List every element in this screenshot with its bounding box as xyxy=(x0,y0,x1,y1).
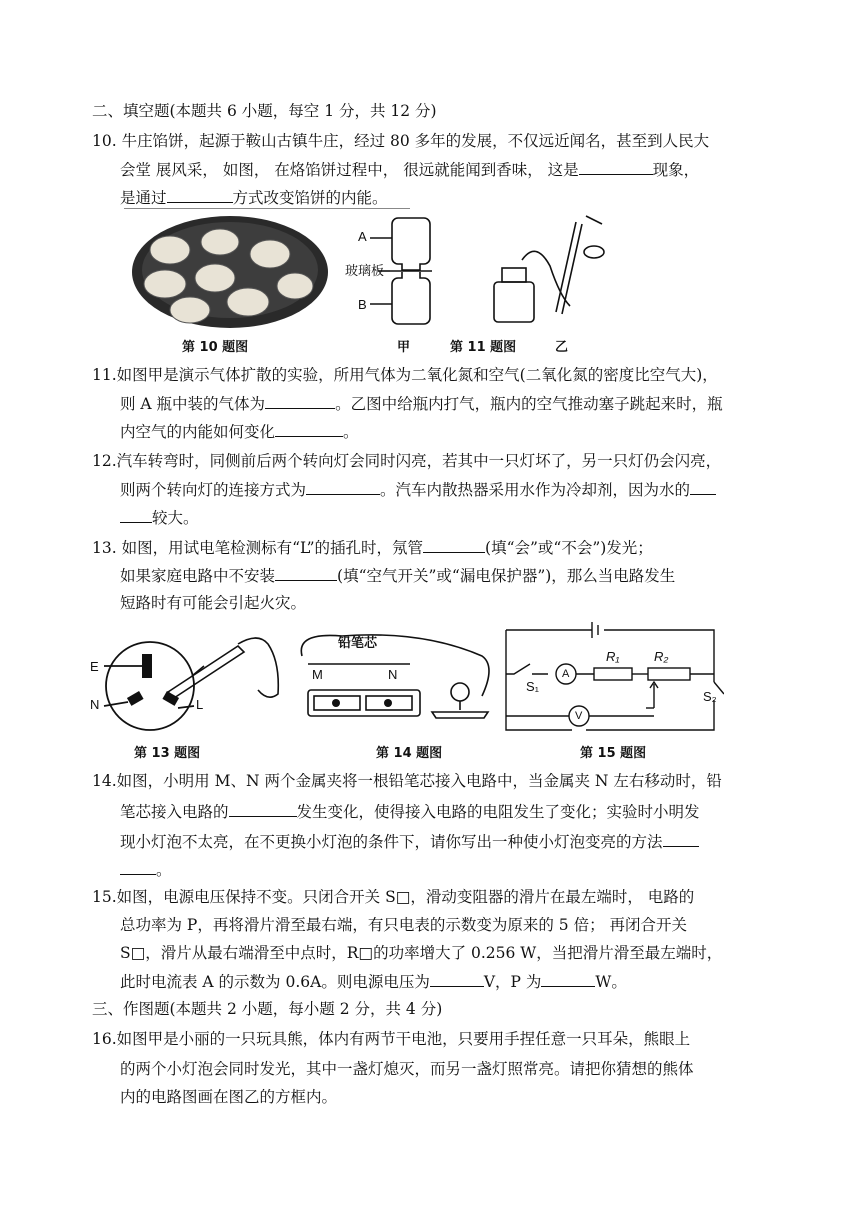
answer-blank[interactable] xyxy=(306,478,380,495)
answer-blank[interactable] xyxy=(275,564,337,581)
q15-line4 xyxy=(120,970,627,993)
figure-caption: 第 10 题图 xyxy=(182,340,249,355)
q15-text: W。 xyxy=(595,973,627,991)
rule-line xyxy=(124,208,410,209)
q11-line2 xyxy=(120,392,723,415)
q13-line2 xyxy=(120,564,675,587)
figure-caption: 第 15 题图 xyxy=(580,746,647,761)
q11-text: 则 A 瓶中装的气体为 xyxy=(120,395,266,413)
q12-line2 xyxy=(120,478,716,501)
label-l: L xyxy=(196,697,204,712)
answer-blank[interactable] xyxy=(265,392,335,409)
q11-line1: 11.如图甲是演示气体扩散的实验，所用气体为二氧化氮和空气(二氧化氮的密度比空气大)， xyxy=(92,366,718,384)
q15-line3: S□，滑片从最右端滑至中点时，R□的功率增大了 0.256 W，当把滑片滑至最左端时， xyxy=(120,944,723,962)
q16-line1: 16.如图甲是小丽的一只玩具熊，体内有两节干电池，只要用手捏任意一只耳朵，熊眼上 xyxy=(92,1030,691,1048)
q16-line3: 内的电路图画在图乙的方框内。 xyxy=(120,1088,338,1106)
answer-blank[interactable] xyxy=(167,186,233,203)
figure-caption: 乙 xyxy=(555,340,569,355)
q11-line3 xyxy=(120,420,359,443)
label-glass: 玻璃板 xyxy=(345,263,385,278)
q10-text: 会堂 展风采， 如图， 在烙馅饼过程中， 很远就能闻到香味， 这是 xyxy=(120,161,579,179)
figure-caption: 第 13 题图 xyxy=(134,746,201,761)
q13-line3: 短路时有可能会引起火灾。 xyxy=(120,594,307,612)
q14-text: 现小灯泡不太亮，在不更换小灯泡的条件下，请你写出一种使小灯泡变亮的方法 xyxy=(120,833,663,851)
label-b: B xyxy=(358,297,367,312)
label-e: E xyxy=(90,659,99,674)
q15-text: V，P 为 xyxy=(483,973,542,991)
q10-line2 xyxy=(120,158,699,181)
label-ammeter: A xyxy=(562,668,570,680)
q13-text: (填“会”或“不会”)发光； xyxy=(485,539,653,557)
q14-text: 。 xyxy=(156,861,172,879)
q10-line3 xyxy=(120,186,388,209)
q14-line2 xyxy=(120,800,700,823)
q12-line1: 12.汽车转弯时，同侧前后两个转向灯会同时闪亮，若其中一只灯坏了，另一只灯仍会闪亮， xyxy=(92,452,722,470)
label-n: N xyxy=(388,667,398,682)
q10-text: 方式改变馅饼的内能。 xyxy=(232,189,388,207)
label-pencil: 铅笔芯 xyxy=(338,635,378,650)
q14-line1: 14.如图，小明用 M、N 两个金属夹将一根铅笔芯接入电路中，当金属夹 N 左右移动时，铅 xyxy=(92,772,722,790)
answer-blank[interactable] xyxy=(663,830,699,847)
label-n: N xyxy=(90,697,100,712)
q13-text: (填“空气开关”或“漏电保护器”)，那么当电路发生 xyxy=(337,567,676,585)
q10-text: 现象， xyxy=(652,161,700,179)
q13-text: 如果家庭电路中不安装 xyxy=(120,567,276,585)
q15-line1: 15.如图，电源电压保持不变。只闭合开关 S□，滑动变阻器的滑片在最左端时， 电路的 xyxy=(92,888,695,906)
answer-blank[interactable] xyxy=(541,970,595,987)
answer-blank[interactable] xyxy=(229,800,297,817)
figure-10-cakes xyxy=(130,214,330,334)
q13-line1 xyxy=(92,536,653,559)
q11-text: 。乙图中给瓶内打气，瓶内的空气推动塞子跳起来时，瓶 xyxy=(335,395,723,413)
q12-text: 。汽车内散热器采用水作为冷却剂，因为水的 xyxy=(380,481,691,499)
answer-blank[interactable] xyxy=(579,158,653,175)
label-a: A xyxy=(358,229,367,244)
figure-caption: 第 11 题图 xyxy=(450,340,517,355)
label-r1: R₁ xyxy=(606,649,620,664)
figure-caption: 甲 xyxy=(397,340,411,355)
q14-text: 发生变化，使得接入电路的电阻发生了变化；实验时小明发 xyxy=(296,803,700,821)
figure-13-socket xyxy=(88,622,288,734)
label-s1: S₁ xyxy=(526,679,540,694)
label-s2: S₂ xyxy=(703,689,717,704)
q10-text: 是通过 xyxy=(120,189,167,207)
answer-blank[interactable] xyxy=(690,478,716,495)
q13-text: 13. 如图，用试电笔检测标有“L”的插孔时，氖管 xyxy=(92,539,424,557)
q15-text: 此时电流表 A 的示数为 0.6A。则电源电压为 xyxy=(120,973,430,991)
q11-text: 。 xyxy=(343,423,359,441)
answer-blank[interactable] xyxy=(423,536,485,553)
q11-text: 内空气的内能如何变化 xyxy=(120,423,276,441)
label-r2: R₂ xyxy=(654,649,669,664)
q14-text: 笔芯接入电路的 xyxy=(120,803,229,821)
figure-caption: 第 14 题图 xyxy=(376,746,443,761)
label-voltmeter: V xyxy=(575,710,583,722)
section-heading: 三、作图题(本题共 2 小题，每小题 2 分，共 4 分) xyxy=(92,1000,443,1018)
answer-blank[interactable] xyxy=(120,858,156,875)
answer-blank[interactable] xyxy=(120,506,152,523)
q14-line4 xyxy=(120,858,172,881)
label-m: M xyxy=(312,667,323,682)
q12-text: 则两个转向灯的连接方式为 xyxy=(120,481,307,499)
q12-line3 xyxy=(120,506,199,529)
q10-line1: 10. 牛庄馅饼，起源于鞍山古镇牛庄，经过 80 多年的发展，不仅远近闻名，甚至到人民大 xyxy=(92,132,710,150)
q15-line2: 总功率为 P，再将滑片滑至最右端，有只电表的示数变为原来的 5 倍； 再闭合开关 xyxy=(120,916,688,934)
answer-blank[interactable] xyxy=(430,970,484,987)
section-heading: 二、填空题(本题共 6 小题，每空 1 分，共 12 分) xyxy=(92,102,437,120)
figure-11-yi-pump xyxy=(486,212,616,334)
q14-line3 xyxy=(120,830,699,853)
q16-line2: 的两个小灯泡会同时发光，其中一盏灯熄灭，而另一盏灯照常亮。请把你猜想的熊体 xyxy=(120,1060,694,1078)
q12-text: 较大。 xyxy=(152,509,199,527)
answer-blank[interactable] xyxy=(275,420,343,437)
